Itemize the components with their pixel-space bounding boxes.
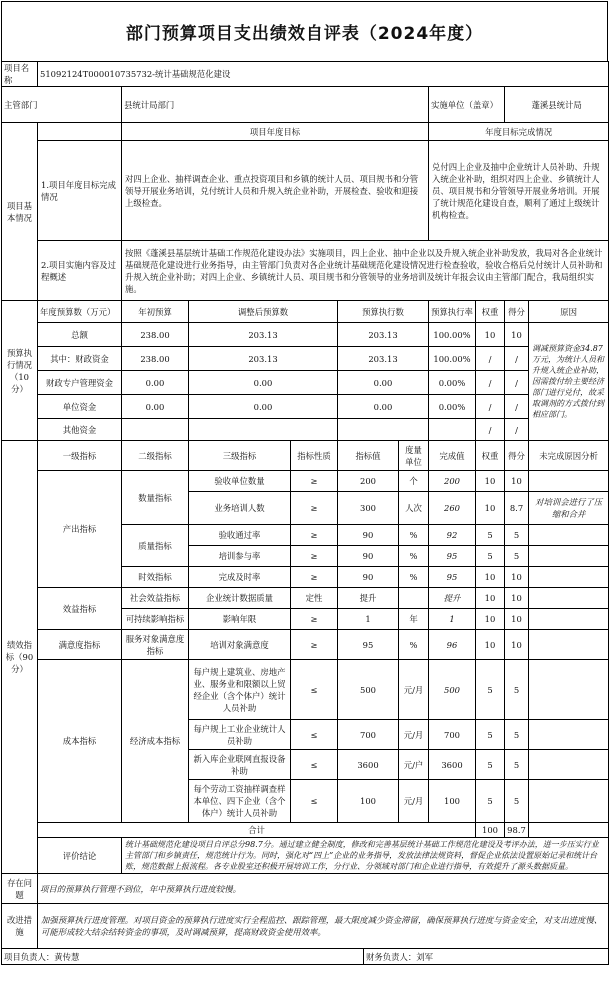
perf-unit: 元/月: [399, 660, 429, 720]
perf-done: 95: [429, 567, 476, 588]
perf-weight: 5: [476, 525, 505, 546]
budget-row-score: /: [505, 419, 529, 441]
perf-total-label: 合计: [38, 823, 476, 838]
budget-row: [2, 371, 609, 395]
perf-score: 5: [505, 546, 529, 567]
budget-h-reason: 原因: [529, 301, 609, 323]
perf-unit: 年: [399, 609, 429, 630]
budget-row-init: 238.00: [122, 347, 189, 371]
budget-row-score: /: [505, 347, 529, 371]
budget-row-exec: 203.13: [338, 323, 429, 347]
budget-row-label: 其他资金: [38, 419, 122, 441]
issue-label: 存在问题: [2, 874, 38, 904]
budget-h-rate: 预算执行率: [429, 301, 476, 323]
eval-label: 评价结论: [38, 838, 122, 874]
basic-r1-goal: 对四上企业、抽样调查企业、重点投资项目和乡镇的统计人员、项目规书和分管领导开展业务培训，兑付统计人员和升规入统企业补助，开展检查、验收和迎接上级检查。: [122, 141, 429, 241]
perf-weight: 5: [476, 660, 505, 720]
budget-row-weight: /: [476, 347, 505, 371]
perf-weight: 10: [476, 471, 505, 492]
perf-done: 92: [429, 525, 476, 546]
title-box: [1, 1, 608, 62]
footer-finance-lead: 财务负责人：刘军: [364, 949, 609, 965]
perf-row: [2, 588, 609, 609]
perf-l3: 验收单位数量: [189, 471, 291, 492]
perf-l3: 每户规上工业企业统计人员补助: [189, 720, 291, 750]
perf-h-unit: 度量单位: [399, 441, 429, 471]
perf-value: 90: [338, 525, 399, 546]
proj-name-value: 51092124T000010735732-统计基础规范化建设: [38, 62, 609, 87]
budget-row-adj: [189, 419, 338, 441]
perf-value: 700: [338, 720, 399, 750]
perf-nature: ≥: [291, 546, 338, 567]
perf-h-nature: 指标性质: [291, 441, 338, 471]
perf-reason: [529, 471, 609, 492]
perf-done: 700: [429, 720, 476, 750]
perf-value: 500: [338, 660, 399, 720]
perf-l3: 培训参与率: [189, 546, 291, 567]
perf-value: 3600: [338, 750, 399, 780]
budget-row-exec: 203.13: [338, 347, 429, 371]
perf-time: 时效指标: [122, 567, 189, 588]
perf-unit: %: [399, 546, 429, 567]
budget-row-init: 0.00: [122, 371, 189, 395]
basic-r1-done: 兑付四上企业及抽中企业统计人员补助、升规入统企业补助，组织对四上企业、乡镇统计人员、项目规书和分管领导开展业务培训。开展了统计规范化建设自查，顺利了通过上级统计机构检查。: [429, 141, 609, 241]
perf-unit: 元/月: [399, 720, 429, 750]
perf-reason: [529, 660, 609, 720]
perf-weight: 5: [476, 780, 505, 823]
perf-reason: [529, 588, 609, 609]
perf-done: 100: [429, 780, 476, 823]
perf-benefit: 效益指标: [38, 588, 122, 630]
budget-row: [2, 395, 609, 419]
perf-nature: ≥: [291, 492, 338, 525]
perf-satis: 满意度指标: [38, 630, 122, 660]
perf-h-score: 得分: [505, 441, 529, 471]
perf-weight: 10: [476, 588, 505, 609]
perf-h-value: 指标值: [338, 441, 399, 471]
perf-row: [2, 471, 609, 492]
perf-l3: 每个劳动工资抽样调查样本单位、四下企业（含个体户）统计人员补助: [189, 780, 291, 823]
budget-row-rate: 0.00%: [429, 395, 476, 419]
budget-row-rate: 0.00%: [429, 371, 476, 395]
perf-l3: 每户规上建筑业、房地产业、服务业和限额以上贸经企业（含个体户）统计人员补助: [189, 660, 291, 720]
perf-econ: 经济成本指标: [122, 660, 189, 823]
perf-weight: 10: [476, 630, 505, 660]
perf-h-l3: 三级指标: [189, 441, 291, 471]
perf-value: 300: [338, 492, 399, 525]
perf-score: 5: [505, 660, 529, 720]
perf-score: 5: [505, 525, 529, 546]
perf-nature: ≤: [291, 660, 338, 720]
budget-row-label: 总额: [38, 323, 122, 347]
budget-h-init: 年初预算: [122, 301, 189, 323]
budget-h-year: 年度预算数（万元）: [38, 301, 122, 323]
budget-h-score: 得分: [505, 301, 529, 323]
budget-row: [2, 323, 609, 347]
issue-text: 项目的预算执行管理不到位，年中预算执行进度较慢。: [38, 874, 609, 904]
perf-row: [2, 630, 609, 660]
budget-reason: 调减预算资金34.87万元，为统计人员和升规入统企业补助，因需拨付给主要经济部门进行兑付，故采取调剂的方式拨付到相应部门。: [529, 323, 609, 441]
perf-score: 10: [505, 567, 529, 588]
page-title: 部门预算项目支出绩效自评表（2024年度）: [125, 24, 484, 44]
perf-nature: ≥: [291, 609, 338, 630]
budget-row-weight: /: [476, 371, 505, 395]
perf-unit: %: [399, 630, 429, 660]
budget-row: [2, 419, 609, 441]
perf-h-weight: 权重: [476, 441, 505, 471]
budget-row-adj: 203.13: [189, 323, 338, 347]
budget-row-rate: 100.00%: [429, 347, 476, 371]
perf-nature: ≥: [291, 525, 338, 546]
impl-label: 实施单位（盖章）: [429, 87, 505, 123]
perf-weight: 5: [476, 546, 505, 567]
perf-value: 95: [338, 630, 399, 660]
budget-row-score: 10: [505, 323, 529, 347]
budget-row-adj: 0.00: [189, 395, 338, 419]
perf-l3: 影响年限: [189, 609, 291, 630]
perf-nature: ≤: [291, 720, 338, 750]
perf-h-l1: 一级指标: [38, 441, 122, 471]
budget-h-weight: 权重: [476, 301, 505, 323]
basic-goal-header: 项目年度目标: [122, 123, 429, 141]
basic-done-header: 年度目标完成情况: [429, 123, 609, 141]
perf-score: 5: [505, 750, 529, 780]
budget-h-exec: 预算执行数: [338, 301, 429, 323]
dept-label: 主管部门: [2, 87, 122, 123]
perf-value: 提升: [338, 588, 399, 609]
perf-l3: 验收通过率: [189, 525, 291, 546]
perf-nature: 定性: [291, 588, 338, 609]
perf-total-weight: 100: [476, 823, 505, 838]
budget-row-label: 单位资金: [38, 395, 122, 419]
perf-social: 社会效益指标: [122, 588, 189, 609]
budget-row-adj: 203.13: [189, 347, 338, 371]
perf-unit: 人次: [399, 492, 429, 525]
perf-value: 100: [338, 780, 399, 823]
perf-weight: 5: [476, 720, 505, 750]
perf-reason: [529, 567, 609, 588]
perf-score: 5: [505, 780, 529, 823]
perf-done: 提升: [429, 588, 476, 609]
perf-score: 8.7: [505, 492, 529, 525]
perf-qty: 数量指标: [122, 471, 189, 525]
budget-row-weight: /: [476, 395, 505, 419]
perf-unit: 元/户: [399, 750, 429, 780]
perf-unit: 元/月: [399, 780, 429, 823]
budget-row-label: 财政专户管理资金: [38, 371, 122, 395]
basic-r2-text: 按照《蓬溪县基层统计基础工作规范化建设办法》实施项目，四上企业、抽中企业以及升规入统企业补助发放，我局对各企业统计基础规范化建设进行业务指导，由主管部门负责对各企业统计基础规范化建设情况进行检查验收，验收合格后兑付统计人员补助和升规入统企业补助；对四上企业、乡镇统计人员、项目规书和分管领导的业务培训及统计年报会议由主管部门配合，我局组织实施。: [122, 241, 609, 301]
perf-value: 200: [338, 471, 399, 492]
perf-done: 96: [429, 630, 476, 660]
perf-unit: %: [399, 525, 429, 546]
perf-reason: [529, 525, 609, 546]
perf-reason: [529, 630, 609, 660]
perf-nature: ≤: [291, 780, 338, 823]
perf-done: 500: [429, 660, 476, 720]
budget-row-init: [122, 419, 189, 441]
budget-row-init: 0.00: [122, 395, 189, 419]
perf-weight: 10: [476, 567, 505, 588]
perf-label: 绩效指标（90分）: [2, 441, 38, 874]
perf-reason: [529, 720, 609, 750]
perf-done: 95: [429, 546, 476, 567]
perf-l3: 完成及时率: [189, 567, 291, 588]
perf-weight: 5: [476, 750, 505, 780]
budget-row-exec: 0.00: [338, 371, 429, 395]
perf-unit: %: [399, 567, 429, 588]
perf-reason: [529, 750, 609, 780]
budget-row-exec: 0.00: [338, 395, 429, 419]
perf-score: 5: [505, 720, 529, 750]
perf-cost: 成本指标: [38, 660, 122, 823]
perf-score: 10: [505, 471, 529, 492]
perf-nature: ≥: [291, 630, 338, 660]
perf-value: 90: [338, 567, 399, 588]
perf-weight: 10: [476, 492, 505, 525]
perf-l3: 新入库企业联网直报设备补助: [189, 750, 291, 780]
perf-nature: ≥: [291, 567, 338, 588]
perf-value: 1: [338, 609, 399, 630]
fix-text: 加强预算执行进度管理。对项目资金的预算执行进度实行全程监控、跟踪管理，最大限度减少资金滞留，确保预算执行进度与资金安全，对支出进度慢、可能形成较大结余结转资金的事项，及时调减预算，提高财政资金使用效率。: [38, 904, 609, 949]
perf-score: 10: [505, 588, 529, 609]
perf-row: [2, 660, 609, 720]
perf-done: 3600: [429, 750, 476, 780]
eval-text: 统计基础规范化建设项目自评总分98.7分。通过建立健全制度，修改和完善基层统计基础工作规范化建设及考评办法，进一步压实行业主管部门和乡镇责任，规范统计行为。同时，强化对“四上”企业的业务指导，发放法律法规资料，督促企业依法设置原始记录和统计台账，规范数据上报流程。各专业股室还积极开展培训工作，分行业、分领域对部门和企业进行指导，有效提升了源头数据质量。: [122, 838, 609, 874]
basic-r2-label: 2.项目实施内容及过程概述: [38, 241, 122, 301]
budget-row-init: 238.00: [122, 323, 189, 347]
perf-sustain: 可持续影响指标: [122, 609, 189, 630]
budget-row: [2, 347, 609, 371]
budget-row-weight: 10: [476, 323, 505, 347]
basic-r1-label: 1.项目年度目标完成情况: [38, 141, 122, 241]
perf-value: 90: [338, 546, 399, 567]
perf-h-done: 完成值: [429, 441, 476, 471]
perf-score: 10: [505, 630, 529, 660]
perf-unit: [399, 588, 429, 609]
budget-row-rate: 100.00%: [429, 323, 476, 347]
perf-done: 1: [429, 609, 476, 630]
budget-row-weight: /: [476, 419, 505, 441]
basic-label: 项目基本情况: [2, 123, 38, 301]
impl-value: 蓬溪县统计局: [505, 87, 609, 123]
budget-row-label: 其中：财政资金: [38, 347, 122, 371]
perf-score: 10: [505, 609, 529, 630]
perf-h-reason: 未完成原因分析: [529, 441, 609, 471]
footer-project-lead: 项目负责人：黄传慧: [2, 949, 364, 965]
perf-done: 260: [429, 492, 476, 525]
perf-l3: 业务培训人数: [189, 492, 291, 525]
perf-l3: 企业统计数据质量: [189, 588, 291, 609]
perf-reason: [529, 546, 609, 567]
self-evaluation-table: [1, 61, 609, 965]
perf-h-l2: 二级指标: [122, 441, 189, 471]
budget-row-score: /: [505, 395, 529, 419]
dept-value: 县统计局部门: [122, 87, 429, 123]
perf-nature: ≥: [291, 471, 338, 492]
perf-quality: 质量指标: [122, 525, 189, 567]
perf-satis2: 服务对象满意度指标: [122, 630, 189, 660]
budget-row-adj: 0.00: [189, 371, 338, 395]
perf-output: 产出指标: [38, 471, 122, 588]
proj-name-label: 项目名称: [2, 62, 38, 87]
fix-label: 改进措施: [2, 904, 38, 949]
budget-row-score: /: [505, 371, 529, 395]
perf-reason: [529, 780, 609, 823]
perf-done: 200: [429, 471, 476, 492]
perf-unit: 个: [399, 471, 429, 492]
perf-reason: [529, 609, 609, 630]
perf-weight: 10: [476, 609, 505, 630]
budget-label: 预算执行情况（10分）: [2, 301, 38, 441]
perf-l3: 培训对象满意度: [189, 630, 291, 660]
budget-row-rate: [429, 419, 476, 441]
perf-nature: ≤: [291, 750, 338, 780]
budget-row-exec: [338, 419, 429, 441]
perf-total-score: 98.7: [505, 823, 529, 838]
budget-h-adj: 调整后预算数: [189, 301, 338, 323]
perf-reason: 对培训会进行了压缩和合并: [529, 492, 609, 525]
